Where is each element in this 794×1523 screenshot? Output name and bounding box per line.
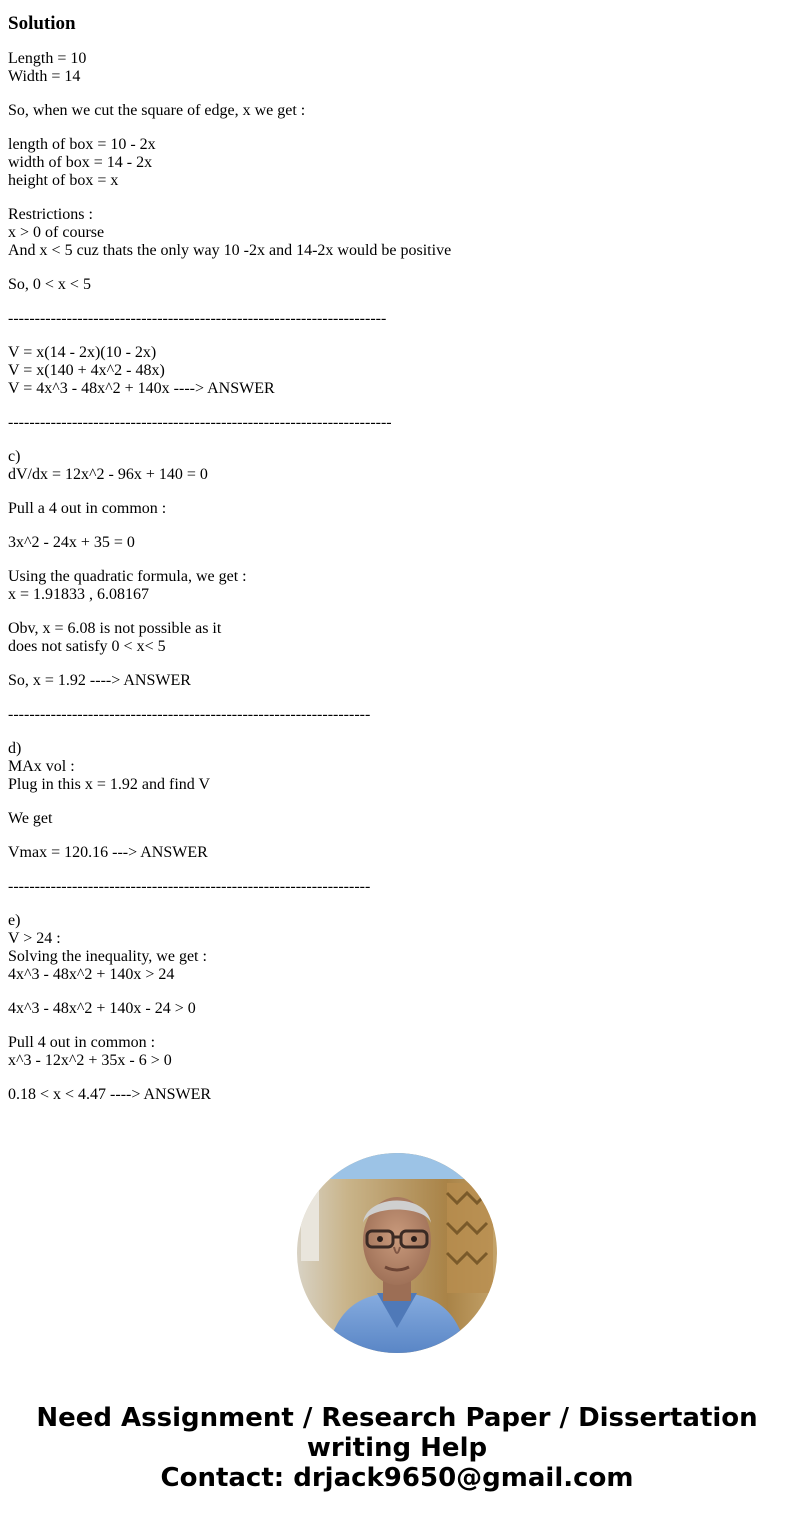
solution-line: Restrictions :	[8, 206, 93, 223]
solution-line: Obv, x = 6.08 is not possible as it	[8, 620, 222, 637]
solution-paragraph	[8, 740, 778, 794]
solution-line: --------------------------------------------------------------------	[8, 878, 371, 895]
solution-paragraph	[8, 102, 778, 120]
solution-line: --------------------------------------------------------------------	[8, 706, 371, 723]
solution-paragraph	[8, 912, 778, 984]
solution-line: height of box = x	[8, 172, 119, 189]
footer-line-2: writing Help	[306, 1433, 488, 1463]
solution-paragraph	[8, 206, 778, 260]
solution-line: Pull a 4 out in common :	[8, 500, 167, 517]
footer-contact-email: Contact: drjack9650@gmail.com	[160, 1463, 634, 1493]
solution-line: Using the quadratic formula, we get :	[8, 568, 247, 585]
solution-line: e)	[8, 912, 21, 929]
solution-line: So, when we cut the square of edge, x we get :	[8, 102, 306, 119]
solution-line: Solving the inequality, we get :	[8, 948, 207, 965]
solution-line: c)	[8, 448, 21, 465]
solution-line: 0.18 < x < 4.47 ----> ANSWER	[8, 1086, 212, 1103]
solution-line: Plug in this x = 1.92 and find V	[8, 776, 211, 793]
solution-line: V = x(14 - 2x)(10 - 2x)	[8, 344, 157, 361]
solution-paragraph	[8, 1086, 778, 1104]
solution-paragraph	[8, 1000, 778, 1018]
solution-paragraph	[8, 276, 778, 294]
solution-paragraph	[8, 50, 778, 86]
solution-paragraph	[8, 568, 778, 604]
solution-line: Pull 4 out in common :	[8, 1034, 156, 1051]
solution-line: width of box = 14 - 2x	[8, 154, 153, 171]
solution-heading: Solution	[8, 13, 76, 34]
solution-line: So, 0 < x < 5	[8, 276, 91, 293]
solution-line: Vmax = 120.16 ---> ANSWER	[8, 844, 208, 861]
solution-line: x > 0 of course	[8, 224, 105, 241]
solution-paragraph	[8, 310, 778, 328]
solution-line: does not satisfy 0 < x< 5	[8, 638, 166, 655]
solution-paragraph	[8, 534, 778, 552]
solution-line: x^3 - 12x^2 + 35x - 6 > 0	[8, 1052, 172, 1069]
solution-paragraph	[8, 706, 778, 724]
solution-line: Length = 10	[8, 50, 87, 67]
solution-line: Width = 14	[8, 68, 81, 85]
solution-paragraph	[8, 878, 778, 896]
solution-paragraph	[8, 414, 778, 432]
solution-line: V = 4x^3 - 48x^2 + 140x ----> ANSWER	[8, 380, 275, 397]
solution-line: d)	[8, 740, 22, 757]
solution-paragraph	[8, 500, 778, 518]
solution-paragraph	[8, 844, 778, 862]
author-photo-icon	[297, 1153, 497, 1353]
solution-document	[8, 12, 778, 1120]
solution-paragraph	[8, 1034, 778, 1070]
solution-line: V = x(140 + 4x^2 - 48x)	[8, 362, 165, 379]
solution-line: x = 1.91833 , 6.08167	[8, 586, 150, 603]
solution-line: And x < 5 cuz thats the only way 10 -2x and 14-2x would be positive	[8, 242, 452, 259]
solution-line: ------------------------------------------------------------------------	[8, 414, 392, 431]
author-avatar	[297, 1153, 497, 1353]
solution-paragraph	[8, 136, 778, 190]
solution-paragraph	[8, 810, 778, 828]
solution-line: 3x^2 - 24x + 35 = 0	[8, 534, 135, 551]
solution-line: dV/dx = 12x^2 - 96x + 140 = 0	[8, 466, 208, 483]
solution-line: We get	[8, 810, 53, 827]
solution-line: MAx vol :	[8, 758, 75, 775]
solution-paragraph	[8, 672, 778, 690]
solution-line: 4x^3 - 48x^2 + 140x - 24 > 0	[8, 1000, 196, 1017]
solution-paragraph	[8, 448, 778, 484]
solution-body	[8, 50, 778, 1104]
solution-paragraph	[8, 620, 778, 656]
solution-line: So, x = 1.92 ----> ANSWER	[8, 672, 191, 689]
solution-line: 4x^3 - 48x^2 + 140x > 24	[8, 966, 175, 983]
solution-line: length of box = 10 - 2x	[8, 136, 156, 153]
solution-line: -----------------------------------------------------------------------	[8, 310, 387, 327]
footer-line-1: Need Assignment / Research Paper / Dissertation	[36, 1403, 758, 1433]
contact-banner	[0, 1403, 794, 1493]
solution-paragraph	[8, 344, 778, 398]
solution-line: V > 24 :	[8, 930, 61, 947]
